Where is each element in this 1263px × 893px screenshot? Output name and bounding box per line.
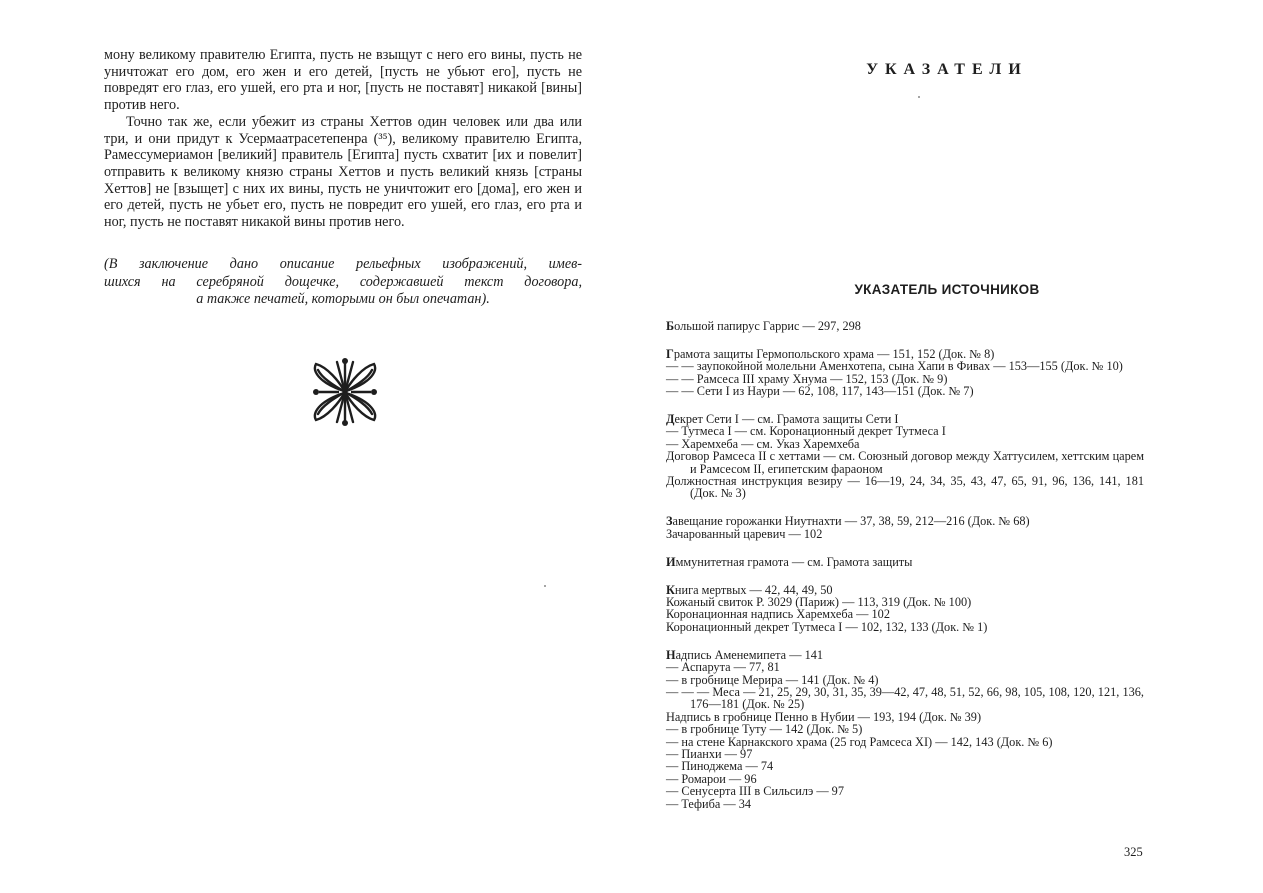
index-entry bbox=[666, 686, 1144, 711]
index-entry-text: екрет Сети I — см. Грамота защиты Сети I bbox=[674, 412, 899, 427]
italic-line: (В заключение дано описание рельефных изображений, имев- bbox=[104, 256, 582, 272]
index-group bbox=[666, 515, 1144, 540]
index-initial-letter: Н bbox=[666, 647, 676, 662]
index-entry-text: — Аспарута — 77, 81 bbox=[666, 660, 780, 675]
index-entry-text: рамота защиты Гермопольского храма — 151, 152 (Док. № 8) bbox=[673, 346, 995, 361]
index-entry-text: — Тефиба — 34 bbox=[666, 796, 752, 811]
right-page bbox=[631, 0, 1263, 893]
index-entry-text: ммунитетная грамота — см. Грамота защиты bbox=[675, 554, 913, 569]
index-group bbox=[666, 320, 1144, 332]
index-entry-text: — — Рамсеса III храму Хнума — 152, 153 (Док. № 9) bbox=[666, 371, 948, 386]
page-speck bbox=[918, 96, 920, 98]
italic-line: а также печатей, которыми он был опечатан). bbox=[196, 291, 490, 308]
page-title: УКАЗАТЕЛИ bbox=[866, 61, 1028, 78]
index-group bbox=[666, 649, 1144, 810]
index-entry bbox=[666, 621, 1144, 633]
index-entry-text: — — заупокойной молельни Аменхотепа, сына Хапи в Фивах — 153—155 (Док. № 10) bbox=[666, 359, 1123, 374]
index-entry-text: нига мертвых — 42, 44, 49, 50 bbox=[674, 582, 833, 597]
index-entry-text: Коронационный декрет Тутмеса I — 102, 132, 133 (Док. № 1) bbox=[666, 619, 988, 634]
index-entry-text: — Пиноджема — 74 bbox=[666, 759, 774, 774]
section-title: УКАЗАТЕЛЬ ИСТОЧНИКОВ bbox=[854, 282, 1040, 297]
index-entry bbox=[666, 528, 1144, 540]
index-entry-text: — Тутмеса I — см. Коронационный декрет Тутмеса I bbox=[666, 424, 946, 439]
index-entry-text: — в гробнице Мерира — 141 (Док. № 4) bbox=[666, 672, 879, 687]
index-group bbox=[666, 348, 1144, 398]
index-entry-text: — Пианхи — 97 bbox=[666, 746, 753, 761]
index-entry-text: — Харемхеба — см. Указ Харемхеба bbox=[666, 436, 860, 451]
index-initial-letter: И bbox=[666, 554, 676, 569]
index-entry-text: Кожаный свиток Р. 3029 (Париж) — 113, 319 (Док. № 100) bbox=[666, 595, 972, 609]
index-entry-text: Должностная инструкция везиру — 16—19, 24, 34, 35, 43, 47, 65, 91, 96, 136, 141, 181 (Док. № 3) bbox=[666, 474, 1144, 501]
index-initial-letter: К bbox=[666, 582, 675, 597]
index-entry-text: — — Сети I из Наури — 62, 108, 117, 143—151 (Док. № 7) bbox=[666, 384, 974, 399]
italic-line: шихся на серебряной дощечке, содержавшей текст договора, bbox=[104, 273, 582, 290]
index-entry-text: ольшой папирус Гаррис — 297, 298 bbox=[674, 319, 861, 333]
index-entry-text: Надпись в гробнице Пенно в Нубии — 193, 194 (Док. № 39) bbox=[666, 709, 982, 724]
index-group bbox=[666, 584, 1144, 634]
index-entry-text: Договор Рамсеса II с хеттами — см. Союзный договор между Хаттусилем, хеттским царем и Рамсесом II, египетским фараоном bbox=[666, 449, 1144, 476]
left-page-body bbox=[104, 47, 582, 231]
source-index bbox=[666, 320, 1144, 826]
index-entry bbox=[666, 475, 1144, 500]
page-number: 325 bbox=[1124, 845, 1143, 859]
index-entry-text: — на стене Карнакского храма (25 год Рамсеса XI) — 142, 143 (Док. № 6) bbox=[666, 734, 1053, 749]
paragraph: мону великому правителю Египта, пусть не взыщут с него его вины, пусть не уничтожат его дом, его жен и его детей, [пусть не убьют его], пусть не повредят его глаз, его ушей, его рта и ног, [пусть не поставят] никакой [вины] против него. bbox=[104, 47, 582, 114]
index-entry-text: адпись Аменемипета — 141 bbox=[675, 647, 824, 662]
index-entry bbox=[666, 320, 1144, 332]
index-initial-letter: Б bbox=[666, 319, 675, 333]
left-page bbox=[0, 0, 631, 893]
index-entry-text: — Ромарои — 96 bbox=[666, 771, 757, 786]
page-speck bbox=[544, 585, 546, 587]
index-entry-text: — Сенусерта III в Сильсилэ — 97 bbox=[666, 784, 844, 799]
index-entry bbox=[666, 556, 1144, 568]
index-entry bbox=[666, 450, 1144, 475]
italic-note bbox=[104, 256, 582, 309]
index-group bbox=[666, 556, 1144, 568]
floral-ornament-icon bbox=[311, 357, 379, 427]
index-entry-text: авещание горожанки Ниутнахти — 37, 38, 59, 212—216 (Док. № 68) bbox=[672, 514, 1030, 529]
index-entry-text: Зачарованный царевич — 102 bbox=[666, 526, 823, 541]
index-entry-text: — — — Меса — 21, 25, 29, 30, 31, 35, 39—42, 47, 48, 51, 52, 66, 98, 105, 108, 120, 121, 136, 176—181 (Док. № 25) bbox=[666, 684, 1144, 712]
index-initial-letter: Д bbox=[666, 412, 675, 427]
paragraph: Точно так же, если убежит из страны Хеттов один человек или два или три, и они придут к Усермаатрасетепенра (³⁵), великому правителю Египта, Рамессумериамон [великий] правитель [Египта] пусть схватит [их и повелит] отправить к великому князю страны Хеттов и пусть великий князь [страны Хеттов] не [взыщет] с них их вины, пусть не уничтожит его [дома], его жен и его детей, пусть не убьет его, пусть не повредит его ушей, его глаз, его рта и ног, пусть не поставят никакой вины против него. bbox=[104, 113, 582, 231]
index-entry bbox=[666, 385, 1144, 397]
index-entry bbox=[666, 798, 1144, 810]
index-initial-letter: Г bbox=[666, 346, 674, 361]
index-group bbox=[666, 413, 1144, 500]
index-initial-letter: З bbox=[666, 514, 673, 529]
index-entry-text: Коронационная надпись Харемхеба — 102 bbox=[666, 607, 890, 622]
index-entry-text: — в гробнице Туту — 142 (Док. № 5) bbox=[666, 722, 863, 737]
